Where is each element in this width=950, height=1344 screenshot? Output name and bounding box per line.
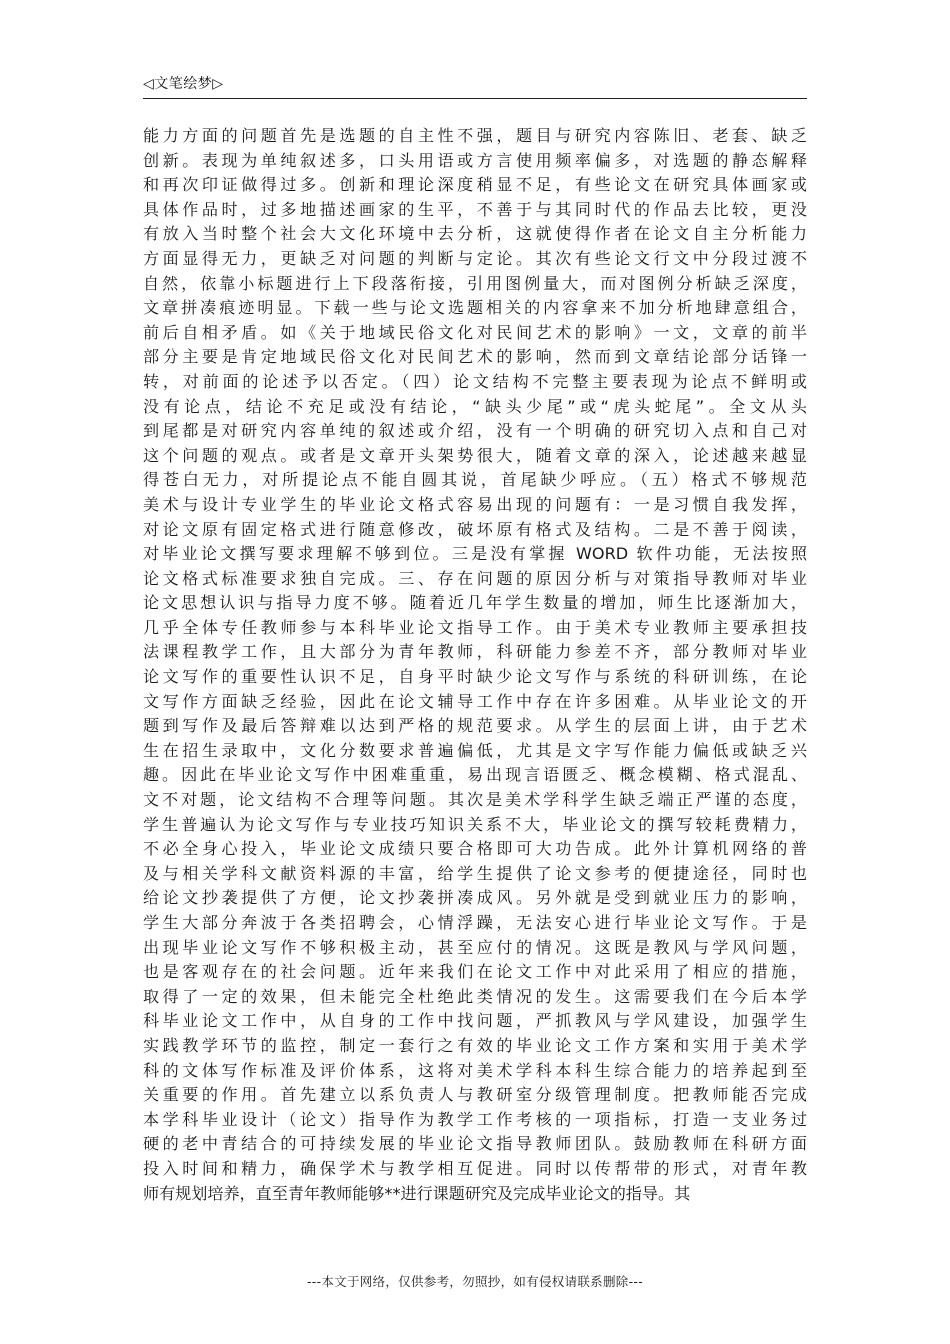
paragraph-line: 投入时间和精力，确保学术与教学相互促进。同时以传帮带的形式，对青年教: [143, 1158, 807, 1178]
paragraph-line: 转，对前面的论述予以否定。（四）论文结构不完整主要表现为论点不鲜明或: [143, 371, 807, 391]
paragraph-line: 到尾都是对研究内容单纯的叙述或介绍，没有一个明确的研究切入点和自己对: [143, 421, 807, 441]
paragraph-line: 具体作品时，过多地描述画家的生平，不善于与其同时代的作品去比较，更没: [143, 199, 807, 219]
paragraph-line: 得苍白无力，对所提论点不能自圆其说，首尾缺少呼应。（五）格式不够规范: [143, 470, 807, 490]
paragraph-line: 有放入当时整个社会大文化环境中去分析，这就使得作者在论文自主分析能力: [143, 224, 807, 244]
paragraph-line: 论文格式标准要求独自完成。三、存在问题的原因分析与对策指导教师对毕业: [143, 568, 807, 588]
paragraph-line: 师有规划培养，直至青年教师能够**进行课题研究及完成毕业论文的指导。其: [143, 1183, 691, 1203]
paragraph-line: 题到写作及最后答辩难以达到严格的规范要求。从学生的层面上讲，由于艺术: [143, 716, 807, 736]
paragraph-line: 对毕业论文撰写要求理解不够到位。三是没有掌握 WORD 软件功能，无法按照: [143, 544, 807, 564]
paragraph-line: 科毕业论文工作中，从自身的工作中找问题，严抓教风与学风建设，加强学生: [143, 1011, 807, 1031]
paragraph-line: 生在招生录取中，文化分数要求普遍偏低，尤其是文字写作能力偏低或缺乏兴: [143, 740, 807, 760]
paragraph-line: 实践教学环节的监控，制定一套行之有效的毕业论文工作方案和实用于美术学: [143, 1035, 807, 1055]
paragraph-line: 法课程教学工作，且大部分为青年教师，科研能力参差不齐，部分教师对毕业: [143, 642, 807, 662]
header-title: ◁文笔绘梦▷: [143, 76, 224, 92]
paragraph-line: 自然，依靠小标题进行上下段落衔接，引用图例量大，而对图例分析缺乏深度，: [143, 273, 807, 293]
paragraph-line: 不必全身心投入，毕业论文成绩只要合格即可大功告成。此外计算机网络的普: [143, 839, 807, 859]
paragraph-line: 没有论点，结论不充足或没有结论，“缺头少尾”或“虎头蛇尾”。全文从头: [143, 396, 807, 416]
paragraph-line: 文不对题，论文结构不合理等问题。其次是美术学科学生缺乏端正严谨的态度，: [143, 790, 807, 810]
paragraph-line: 部分主要是肯定地域民俗文化对民间艺术的影响，然而到文章结论部分话锋一: [143, 347, 807, 367]
paragraph-line: 论文思想认识与指导力度不够。随着近几年学生数量的增加，师生比逐渐加大，: [143, 593, 807, 613]
document-body: [143, 124, 807, 1206]
page-header: [143, 72, 807, 99]
paragraph-line: 几乎全体专任教师参与本科毕业论文指导工作。由于美术专业教师主要承担技: [143, 617, 807, 637]
paragraph-line: 对论文原有固定格式进行随意修改，破坏原有格式及结构。二是不善于阅读，: [143, 519, 807, 539]
paragraph-line: 文写作方面缺乏经验，因此在论文辅导工作中存在许多困难。从毕业论文的开: [143, 691, 807, 711]
paragraph-line: 关重要的作用。首先建立以系负责人与教研室分级管理制度。把教师能否完成: [143, 1085, 807, 1105]
paragraph-line: 学生大部分奔波于各类招聘会，心情浮躁，无法安心进行毕业论文写作。于是: [143, 913, 807, 932]
paragraph-line: 和再次印证做得过多。创新和理论深度稍显不足，有些论文在研究具体画家或: [143, 175, 807, 195]
paragraph-line: 方面显得无力，更缺乏对问题的判断与定论。其次有些论文行文中分段过渡不: [143, 248, 807, 268]
paragraph-line: 能力方面的问题首先是选题的自主性不强，题目与研究内容陈旧、老套、缺乏: [143, 126, 807, 145]
paragraph-line: 出现毕业论文写作不够积极主动，甚至应付的情况。这既是教风与学风问题，: [143, 937, 807, 957]
paragraph-line: 硬的老中青结合的可持续发展的毕业论文指导教师团队。鼓励教师在科研方面: [143, 1134, 807, 1154]
paragraph-line: 前后自相矛盾。如《关于地域民俗文化对民间艺术的影响》一文，文章的前半: [143, 322, 807, 342]
paragraph-line: 文章拼凑痕迹明显。下载一些与论文选题相关的内容拿来不加分析地肆意组合，: [143, 298, 807, 318]
paragraph-line: 本学科毕业设计（论文）指导作为教学工作考核的一项指标，打造一支业务过: [143, 1109, 807, 1129]
paragraph-line: 学生普遍认为论文写作与专业技巧知识关系不大，毕业论文的撰写较耗费精力，: [143, 814, 807, 834]
paragraph-line: 也是客观存在的社会问题。近年来我们在论文工作中对此采用了相应的措施，: [143, 962, 807, 982]
paragraph-line: 创新。表现为单纯叙述多，口头用语或方言使用频率偏多，对选题的静态解释: [143, 150, 807, 170]
paragraph-line: 及与相关学科文献资料源的丰富，给学生提供了论文参考的便捷途径，同时也: [143, 863, 807, 883]
paragraph-line: 趣。因此在毕业论文写作中困难重重，易出现言语匮乏、概念模糊、格式混乱、: [143, 765, 807, 785]
footer-disclaimer: ---本文于网络，仅供参考，勿照抄，如有侵权请联系删除---: [306, 1274, 644, 1289]
paragraph-line: 论文写作的重要性认识不足，自身平时缺少论文写作与系统的科研训练，在论: [143, 667, 807, 687]
paragraph-line: 给论文抄袭提供了方便，论文抄袭拼凑成风。另外就是受到就业压力的影响，: [143, 888, 807, 908]
paragraph-line: 科的文体写作标准及评价体系，这将对美术学科本科生综合能力的培养起到至: [143, 1060, 807, 1080]
paragraph-line: 这个问题的观点。或者是文章开头架势很大，随着文章的深入，论述越来越显: [143, 445, 807, 465]
paragraph-line: 取得了一定的效果，但未能完全杜绝此类情况的发生。这需要我们在今后本学: [143, 986, 807, 1006]
paragraph-line: 美术与设计专业学生的毕业论文格式容易出现的问题有：一是习惯自我发挥，: [143, 494, 807, 514]
